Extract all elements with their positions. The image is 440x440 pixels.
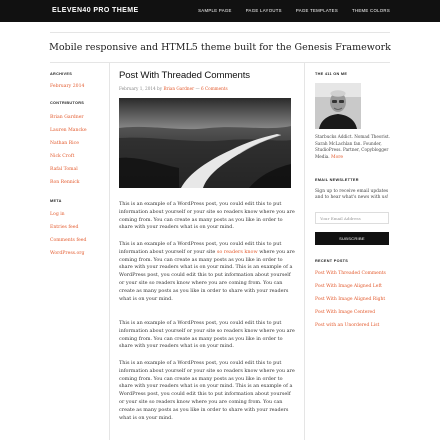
post-paragraph: This is an example of a WordPress post, you could edit this to put information about yourself or your site so readers know where you are coming from. You can create as many posts as you like in order to share with your readers what is on your mind. This is an example of a WordPress post, you could edit this to put information about yourself or your site so readers know where you are coming from. You can create as many posts as you like in order to share with your readers what is on your mind.	[119, 360, 295, 421]
meta-link-wordpress-org[interactable]: WordPress.org	[50, 251, 85, 256]
recent-post-link[interactable]: Post With Threaded Comments	[315, 271, 386, 276]
recent-post-link[interactable]: Post With Image Aligned Left	[315, 284, 382, 289]
archives-title: ARCHIVES	[50, 72, 73, 76]
contributor-link[interactable]: Nick Croft	[50, 154, 75, 159]
nav-item-sample-page[interactable]: SAMPLE PAGE	[198, 8, 232, 13]
archive-link[interactable]: February 2014	[50, 84, 85, 89]
post-author-link[interactable]: Brian Gardner	[163, 86, 195, 91]
primary-nav	[198, 8, 390, 13]
site-header	[0, 0, 440, 22]
contributor-link[interactable]: Ron Rennick	[50, 180, 80, 185]
contributor-link[interactable]: Nathan Rice	[50, 141, 79, 146]
contributors-title: CONTRIBUTORS	[50, 101, 85, 105]
post-paragraph	[119, 241, 295, 303]
site-description: Mobile responsive and HTML5 theme built for the Genesis Framework	[49, 42, 391, 53]
description-bottom-border	[50, 62, 390, 63]
post-paragraph: This is an example of a WordPress post, you could edit this to put information about yourself or your site so readers know where you are coming from. You can create as many posts as you like in order to share with your readers what is on your mind.	[119, 320, 295, 350]
newsletter-description: Sign up to receive email updates and to hear what's news with us!	[315, 189, 389, 201]
inline-link[interactable]: so readers know	[216, 248, 258, 255]
author-bio	[315, 134, 391, 161]
meta-link-entries-feed[interactable]: Entries feed	[50, 225, 79, 230]
person-portrait-icon	[315, 83, 361, 129]
right-column-divider	[304, 62, 305, 440]
subscribe-button[interactable]: SUBSCRIBE	[315, 232, 389, 245]
paragraph-text: This is an example of a WordPress post, you could edit this to put information about yourself or your site	[119, 241, 282, 255]
nav-item-page-layouts[interactable]: PAGE LAYOUTS	[245, 8, 282, 13]
meta-separator: —	[195, 86, 200, 91]
recent-post-link[interactable]: Post With Image Aligned Right	[315, 297, 386, 302]
post-date: February 1, 2014 by	[119, 86, 163, 91]
contributor-link[interactable]: Lauren Mancke	[50, 128, 87, 133]
recent-posts-title: RECENT POSTS	[315, 259, 349, 263]
recent-post-link[interactable]: Post with an Unordered List	[315, 323, 380, 328]
bio-more-link[interactable]: More	[330, 154, 344, 160]
contributor-link[interactable]: Brian Gardner	[50, 115, 84, 120]
road-landscape-photo-icon	[119, 98, 291, 188]
description-top-border	[50, 32, 390, 33]
email-input[interactable]: Your Email Address	[315, 212, 389, 224]
post-comments-link[interactable]: 6 Comments	[200, 86, 228, 91]
bio-text: Starbucks Addict. Nomad Theorist. Sarah McLachlan fan. Founder, StudioPress. Partner, Copyblogger Media.	[315, 134, 390, 159]
meta-title: META	[50, 199, 62, 203]
nav-item-theme-colors[interactable]: THEME COLORS	[352, 8, 390, 13]
about-title: THE 411 ON ME	[315, 72, 348, 76]
post-paragraph: This is an example of a WordPress post, you could edit this to put information about yourself or your site so readers know where you are coming from. You can create as many posts as you like in order to share with your readers what is on your mind.	[119, 201, 295, 231]
site-title[interactable]: ELEVEN40 PRO THEME	[52, 7, 139, 14]
left-column-divider	[109, 62, 110, 440]
contributor-link[interactable]: Rafal Tomal	[50, 167, 78, 172]
paragraph-text: where you are coming from. You can create as many posts as you like in order to share with your readers what is on your mind. This is an example of a WordPress post, you could edit this to put information about yourself or your site so readers know where you are coming from. You can create as many posts as you like in order to share with your readers what is on your mind.	[119, 248, 295, 302]
recent-post-link[interactable]: Post With Image Centered	[315, 310, 376, 315]
meta-link-comments-feed[interactable]: Comments feed	[50, 238, 87, 243]
post-meta	[119, 86, 228, 91]
nav-item-page-templates[interactable]: PAGE TEMPLATES	[295, 8, 339, 13]
post-title[interactable]: Post With Threaded Comments	[119, 70, 250, 81]
meta-link-log-in[interactable]: Log in	[50, 212, 65, 217]
newsletter-title: EMAIL NEWSLETTER	[315, 178, 359, 182]
